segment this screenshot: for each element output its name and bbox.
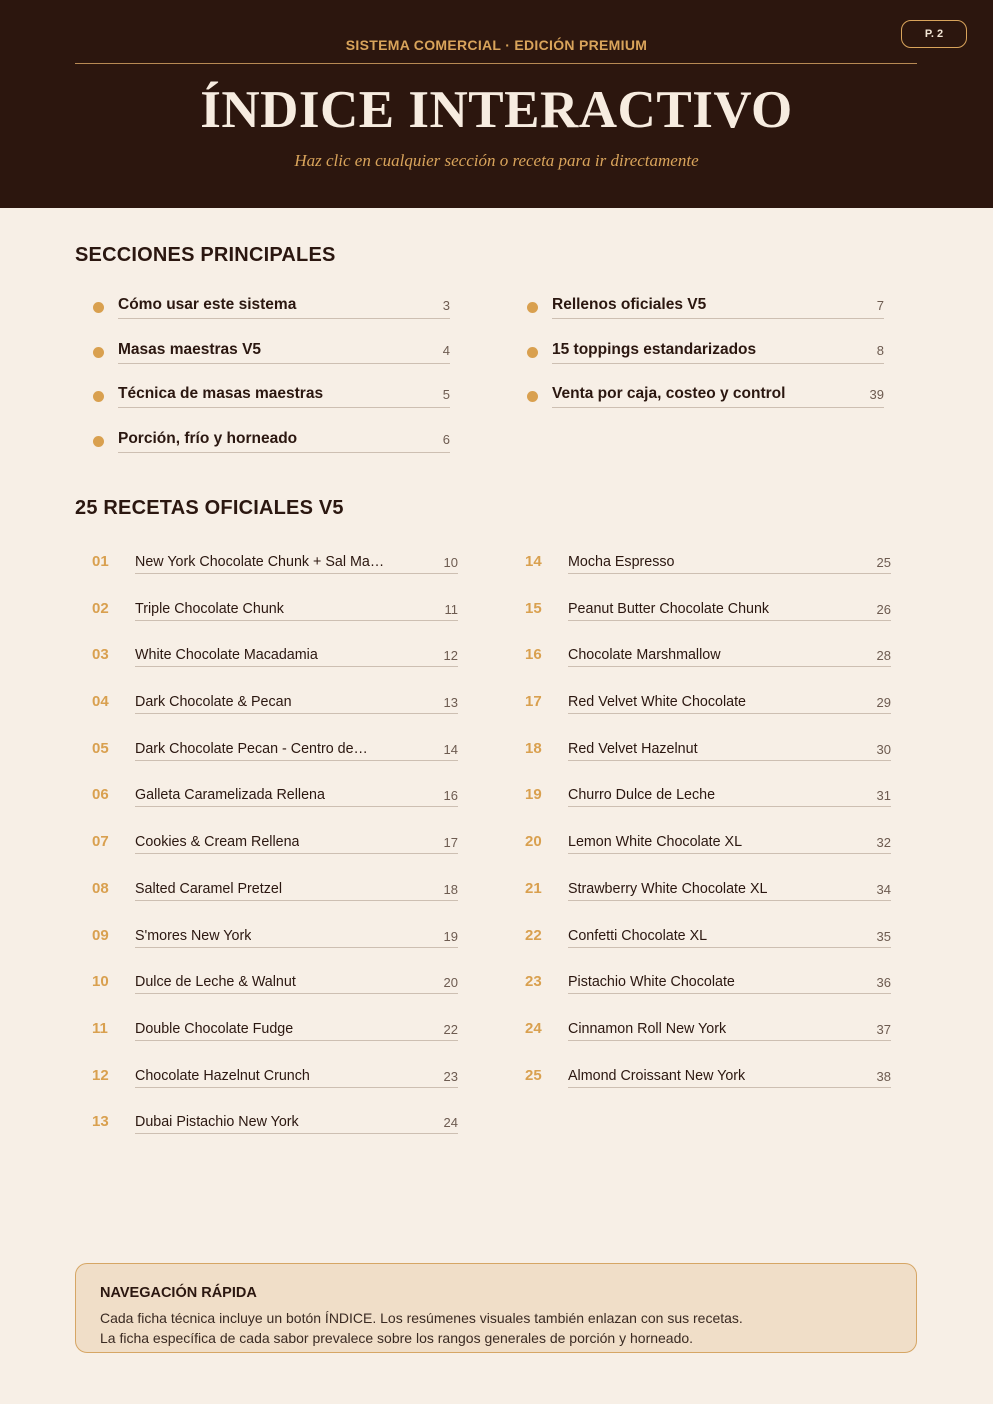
header-banner <box>0 0 993 208</box>
recipe-number: 02 <box>92 600 109 617</box>
recipe-page-number: 31 <box>876 788 891 803</box>
recipe-page-number: 14 <box>443 742 458 757</box>
recipe-number: 05 <box>92 740 109 757</box>
recipe-link-17[interactable] <box>525 693 891 723</box>
recipe-page-number: 17 <box>443 835 458 850</box>
recipe-name: Mocha Espresso <box>568 554 675 570</box>
recipe-page-number: 10 <box>443 555 458 570</box>
recipe-page-number: 13 <box>443 695 458 710</box>
recipe-link-06[interactable] <box>92 786 458 816</box>
recipe-underline <box>135 1040 458 1041</box>
recipe-underline <box>135 666 458 667</box>
recipe-page-number: 18 <box>443 882 458 897</box>
recipe-link-21[interactable] <box>525 880 891 910</box>
recipe-name: Almond Croissant New York <box>568 1068 746 1084</box>
recipe-page-number: 24 <box>443 1115 458 1130</box>
recipe-number: 09 <box>92 927 109 944</box>
recipe-number: 11 <box>92 1020 108 1037</box>
recipe-page-number: 38 <box>876 1069 891 1084</box>
section-underline <box>552 363 884 364</box>
recipe-underline <box>568 947 891 948</box>
recipe-link-03[interactable] <box>92 646 458 676</box>
recipe-number: 17 <box>525 693 542 710</box>
quick-navigation-text-2: La ficha específica de cada sabor prevalece sobre los rangos generales de porción y horneado. <box>100 1330 694 1346</box>
recipe-link-22[interactable] <box>525 927 891 957</box>
recipe-number: 03 <box>92 646 109 663</box>
recipe-underline <box>135 853 458 854</box>
recipe-page-number: 30 <box>876 742 891 757</box>
recipe-underline <box>135 900 458 901</box>
recipe-number: 07 <box>92 833 109 850</box>
recipe-number: 14 <box>525 553 542 570</box>
recipe-page-number: 16 <box>443 788 458 803</box>
page-title: ÍNDICE INTERACTIVO <box>200 81 793 139</box>
recipe-number: 13 <box>92 1113 109 1130</box>
recipe-link-02[interactable] <box>92 600 458 630</box>
recipe-underline <box>135 1087 458 1088</box>
recipe-page-number: 35 <box>876 929 891 944</box>
recipe-link-11[interactable] <box>92 1020 458 1050</box>
section-page-number: 8 <box>876 343 884 358</box>
recipe-link-04[interactable] <box>92 693 458 723</box>
section-underline <box>118 318 450 319</box>
recipe-number: 12 <box>92 1067 109 1084</box>
recipe-name: S'mores New York <box>135 928 252 944</box>
recipe-page-number: 32 <box>876 835 891 850</box>
recipe-underline <box>568 620 891 621</box>
recipe-name: Triple Chocolate Chunk <box>135 601 284 617</box>
recipe-name: Red Velvet White Chocolate <box>568 694 747 710</box>
recipe-page-number: 22 <box>443 1022 458 1037</box>
recipe-underline <box>135 1133 458 1134</box>
section-underline <box>118 452 450 453</box>
recipe-link-08[interactable] <box>92 880 458 910</box>
recipe-number: 25 <box>525 1067 542 1084</box>
recipe-name: Galleta Caramelizada Rellena <box>135 787 325 803</box>
quick-navigation-title: NAVEGACIÓN RÁPIDA <box>100 1285 257 1301</box>
recipe-name: Dark Chocolate Pecan - Centro de… <box>135 741 368 757</box>
recipe-underline <box>568 1040 891 1041</box>
recipe-link-23[interactable] <box>525 973 891 1003</box>
section-link-porcion-frio-horneado[interactable] <box>93 430 450 460</box>
recipe-link-10[interactable] <box>92 973 458 1003</box>
recipe-underline <box>568 666 891 667</box>
recipe-number: 08 <box>92 880 109 897</box>
recipe-name: Pistachio White Chocolate <box>568 974 735 990</box>
page-number-badge: P. 2 <box>901 20 967 48</box>
section-page-number: 5 <box>442 387 450 402</box>
recipe-name: Chocolate Hazelnut Crunch <box>135 1068 310 1084</box>
bullet-dot-icon <box>93 302 104 313</box>
page-subtitle: Haz clic en cualquier sección o receta para ir directamente <box>294 151 699 170</box>
recipes-heading: 25 RECETAS OFICIALES V5 <box>75 497 344 519</box>
recipe-underline <box>568 806 891 807</box>
bullet-dot-icon <box>527 347 538 358</box>
recipe-number: 01 <box>92 553 109 570</box>
recipe-number: 18 <box>525 740 542 757</box>
section-underline <box>552 407 884 408</box>
recipe-link-09[interactable] <box>92 927 458 957</box>
recipe-underline <box>135 620 458 621</box>
section-page-number: 3 <box>442 298 450 313</box>
recipe-page-number: 29 <box>876 695 891 710</box>
section-link-toppings[interactable] <box>527 341 884 371</box>
section-page-number: 39 <box>869 387 884 402</box>
recipe-page-number: 19 <box>443 929 458 944</box>
section-link-como-usar[interactable] <box>93 296 450 326</box>
section-link-tecnica-masas[interactable] <box>93 385 450 415</box>
recipe-link-01[interactable] <box>92 553 458 583</box>
header-divider <box>75 63 917 64</box>
recipe-link-13[interactable] <box>92 1113 458 1143</box>
recipe-link-20[interactable] <box>525 833 891 863</box>
section-page-number: 7 <box>876 298 884 313</box>
recipe-underline <box>135 993 458 994</box>
recipe-number: 16 <box>525 646 542 663</box>
recipe-name: Salted Caramel Pretzel <box>135 881 283 897</box>
recipe-underline <box>568 713 891 714</box>
recipe-name: Red Velvet Hazelnut <box>568 741 698 757</box>
recipe-name: Cinnamon Roll New York <box>568 1021 727 1037</box>
sections-heading: SECCIONES PRINCIPALES <box>75 244 336 266</box>
recipe-underline <box>568 760 891 761</box>
recipe-name: Confetti Chocolate XL <box>568 928 708 944</box>
bullet-dot-icon <box>93 391 104 402</box>
section-page-number: 4 <box>442 343 450 358</box>
recipe-link-12[interactable] <box>92 1067 458 1097</box>
section-link-label: Venta por caja, costeo y control <box>552 385 786 402</box>
section-link-venta-costeo[interactable] <box>527 385 884 415</box>
recipe-name: Peanut Butter Chocolate Chunk <box>568 601 770 617</box>
recipe-underline <box>135 760 458 761</box>
recipe-page-number: 23 <box>443 1069 458 1084</box>
recipe-name: Strawberry White Chocolate XL <box>568 881 768 897</box>
header-kicker: SISTEMA COMERCIAL · EDICIÓN PREMIUM <box>345 37 648 53</box>
recipe-number: 24 <box>525 1020 542 1037</box>
recipe-underline <box>568 1087 891 1088</box>
recipe-page-number: 34 <box>876 882 891 897</box>
recipe-page-number: 25 <box>876 555 891 570</box>
recipe-page-number: 26 <box>876 602 891 617</box>
recipe-number: 20 <box>525 833 542 850</box>
recipe-page-number: 37 <box>876 1022 891 1037</box>
recipe-link-14[interactable] <box>525 553 891 583</box>
recipe-name: Churro Dulce de Leche <box>568 787 716 803</box>
recipe-number: 22 <box>525 927 542 944</box>
recipe-link-16[interactable] <box>525 646 891 676</box>
section-underline <box>552 318 884 319</box>
section-link-rellenos[interactable] <box>527 296 884 326</box>
recipe-name: Double Chocolate Fudge <box>135 1021 294 1037</box>
section-page-number: 6 <box>442 432 450 447</box>
recipe-number: 23 <box>525 973 542 990</box>
section-underline <box>118 363 450 364</box>
recipe-name: Cookies & Cream Rellena <box>135 834 300 850</box>
recipe-page-number: 36 <box>876 975 891 990</box>
recipe-name: New York Chocolate Chunk + Sal Ma… <box>135 554 385 570</box>
recipe-name: White Chocolate Macadamia <box>135 647 318 663</box>
recipe-name: Lemon White Chocolate XL <box>568 834 743 850</box>
recipe-page-number: 20 <box>443 975 458 990</box>
bullet-dot-icon <box>527 391 538 402</box>
section-link-label: Técnica de masas maestras <box>118 385 324 402</box>
bullet-dot-icon <box>527 302 538 313</box>
section-link-label: 15 toppings estandarizados <box>552 341 757 358</box>
recipe-number: 15 <box>525 600 542 617</box>
recipe-underline <box>568 900 891 901</box>
recipe-number: 06 <box>92 786 109 803</box>
recipe-link-07[interactable] <box>92 833 458 863</box>
recipe-name: Chocolate Marshmallow <box>568 647 721 663</box>
recipe-name: Dulce de Leche & Walnut <box>135 974 296 990</box>
quick-navigation-text-1: Cada ficha técnica incluye un botón ÍNDICE. Los resúmenes visuales también enlazan con sus recetas. <box>100 1310 743 1326</box>
recipe-link-25[interactable] <box>525 1067 891 1097</box>
bullet-dot-icon <box>93 347 104 358</box>
recipe-page-number: 12 <box>443 648 458 663</box>
recipe-underline <box>135 806 458 807</box>
recipe-underline <box>135 573 458 574</box>
recipe-number: 21 <box>525 880 542 897</box>
section-link-label: Masas maestras V5 <box>118 341 262 358</box>
section-link-label: Porción, frío y horneado <box>118 430 298 447</box>
section-link-label: Cómo usar este sistema <box>118 296 297 313</box>
recipe-number: 19 <box>525 786 542 803</box>
recipe-link-15[interactable] <box>525 600 891 630</box>
section-link-label: Rellenos oficiales V5 <box>552 296 707 313</box>
recipe-name: Dubai Pistachio New York <box>135 1114 299 1130</box>
recipe-underline <box>568 993 891 994</box>
recipe-link-05[interactable] <box>92 740 458 770</box>
section-link-masas-maestras[interactable] <box>93 341 450 371</box>
recipe-number: 04 <box>92 693 109 710</box>
recipe-page-number: 28 <box>876 648 891 663</box>
bullet-dot-icon <box>93 436 104 447</box>
recipe-link-19[interactable] <box>525 786 891 816</box>
recipe-underline <box>135 947 458 948</box>
recipe-underline <box>568 573 891 574</box>
recipe-link-24[interactable] <box>525 1020 891 1050</box>
recipe-number: 10 <box>92 973 109 990</box>
recipe-link-18[interactable] <box>525 740 891 770</box>
quick-navigation-note <box>75 1263 917 1353</box>
recipe-page-number: 11 <box>444 602 458 617</box>
recipe-underline <box>568 853 891 854</box>
section-underline <box>118 407 450 408</box>
recipe-name: Dark Chocolate & Pecan <box>135 694 292 710</box>
recipe-underline <box>135 713 458 714</box>
